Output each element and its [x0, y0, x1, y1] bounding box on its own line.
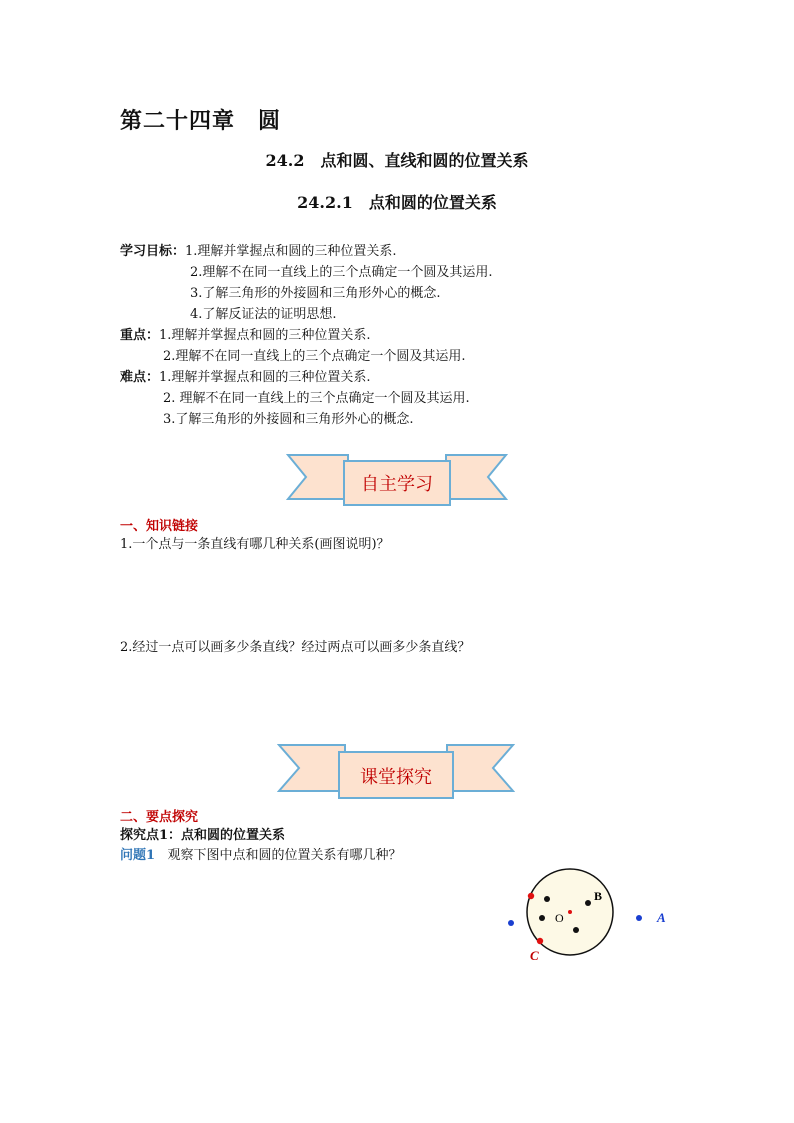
label-b: B: [594, 889, 603, 903]
point-outside-left: [508, 920, 514, 926]
goal-item: 2.理解不在同一直线上的三个点确定一个圆及其运用.: [190, 265, 493, 280]
difficulty-item: 2. 理解不在同一直线上的三个点确定一个圆及其运用.: [163, 391, 470, 406]
inside-dot: [539, 915, 545, 921]
key-points-label: 重点：: [120, 328, 160, 343]
key-point-item: 1.理解并掌握点和圆的三种位置关系.: [159, 328, 371, 343]
problem-label: 问题1: [120, 848, 156, 863]
problem-text: 观察下图中点和圆的位置关系有哪几种？: [167, 848, 402, 863]
inside-dot: [544, 896, 550, 902]
ribbon-banner-classroom: [277, 742, 515, 802]
label-a: A: [657, 910, 666, 925]
key-point-item: 2.理解不在同一直线上的三个点确定一个圆及其运用.: [163, 349, 466, 364]
section-title: 24.2 点和圆、直线和圆的位置关系: [265, 151, 529, 170]
part2-heading: 二、要点探究: [120, 810, 199, 825]
part1-heading: 一、知识链接: [120, 519, 199, 534]
question-2: 2.经过一点可以画多少条直线？经过两点可以画多少条直线？: [120, 640, 471, 655]
subsection-title: 24.2.1 点和圆的位置关系: [297, 193, 497, 212]
problem-1: [120, 846, 401, 866]
point-circle-figure: [500, 862, 680, 972]
chapter-title: 第二十四章 圆: [120, 108, 282, 134]
difficulty-item: 1.理解并掌握点和圆的三种位置关系.: [159, 370, 371, 385]
explore-point-title: 探究点1：点和圆的位置关系: [120, 828, 286, 843]
point-b-inside: [585, 900, 591, 906]
goals-block: [120, 242, 397, 262]
goal-item: 1.理解并掌握点和圆的三种位置关系.: [185, 244, 397, 259]
difficulty-item: 3.了解三角形的外接圆和三角形外心的概念.: [163, 412, 414, 427]
center-dot: [568, 910, 572, 914]
point-c-on-circle: [537, 938, 543, 944]
difficulties-block: [120, 368, 371, 388]
label-c: C: [530, 948, 539, 963]
ribbon-banner-self-study: [286, 452, 508, 508]
goal-item: 3.了解三角形的外接圆和三角形外心的概念.: [190, 286, 441, 301]
goal-item: 4.了解反证法的证明思想.: [190, 307, 337, 322]
goals-label: 学习目标：: [120, 244, 186, 259]
banner-self-study-label: 自主学习: [361, 474, 433, 495]
banner-classroom-label: 课堂探究: [360, 767, 432, 788]
inside-dot: [573, 927, 579, 933]
question-1: 1.一个点与一条直线有哪几种关系(画图说明)？: [120, 537, 390, 552]
key-points-block: [120, 326, 371, 346]
point-on-circle: [528, 893, 534, 899]
center-label-o: O: [555, 911, 564, 925]
difficulties-label: 难点：: [120, 370, 160, 385]
point-a-outside: [636, 915, 642, 921]
